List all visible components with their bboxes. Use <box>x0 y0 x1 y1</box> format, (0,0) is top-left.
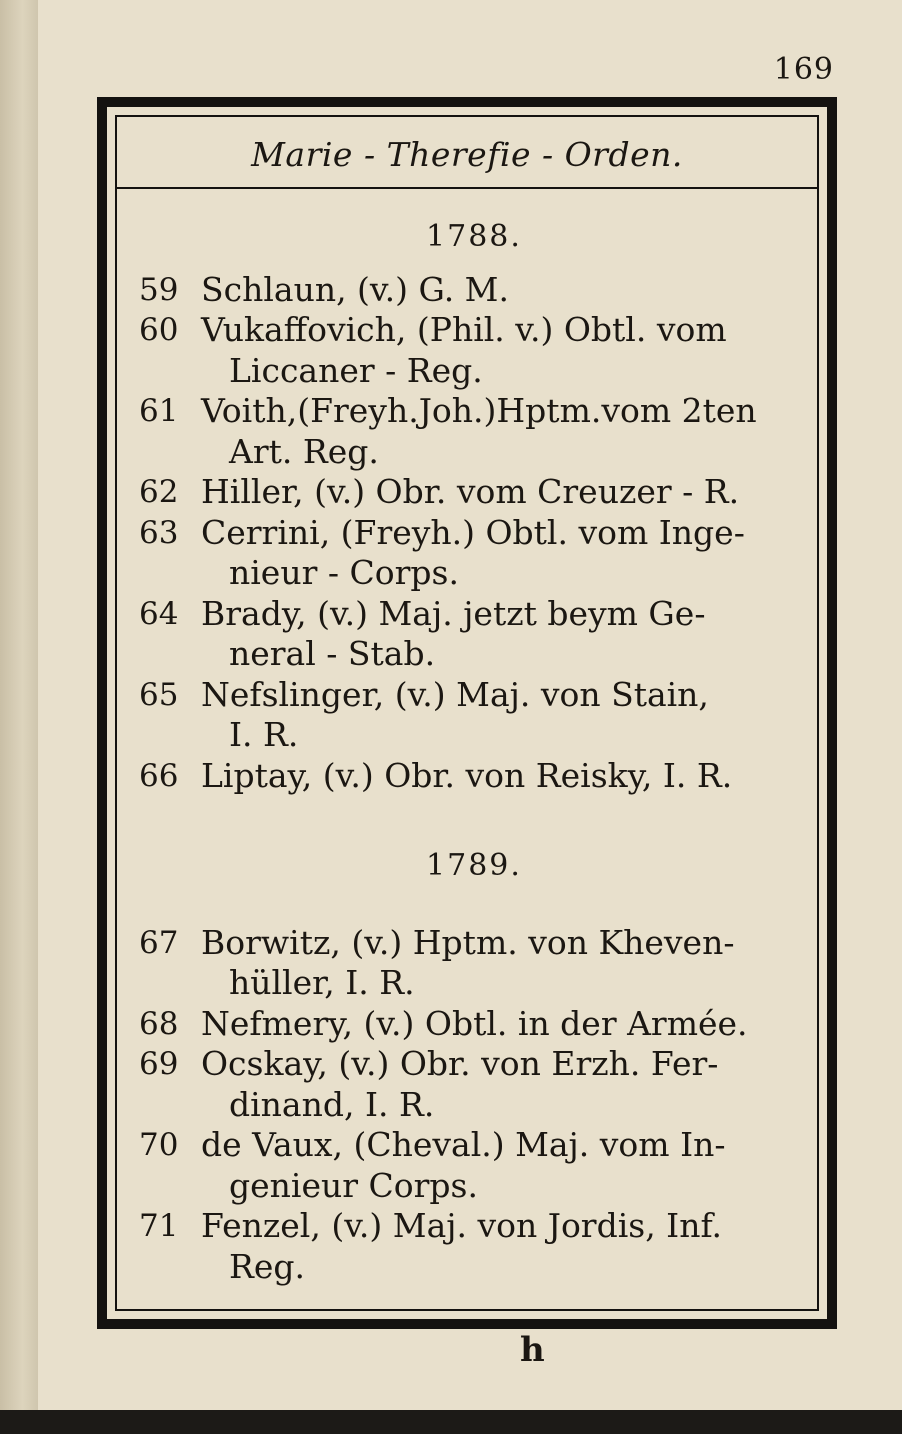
page-title: Marie - Therefie - Orden. <box>251 134 683 174</box>
entry-text: Cerrini, (Freyh.) Obtl. vom Inge- nieur - Corps. <box>201 512 745 592</box>
entry-number: 62 <box>139 474 179 510</box>
list-item <box>139 472 809 513</box>
title-bar <box>117 117 817 189</box>
year-heading-1788: 1788. <box>426 219 522 254</box>
signature-mark: h <box>520 1330 545 1370</box>
list-item <box>139 1125 809 1206</box>
inner-frame <box>115 115 819 1311</box>
list-item <box>139 391 809 472</box>
entry-text: Hiller, (v.) Obr. vom Creuzer - R. <box>201 472 740 511</box>
list-item <box>139 594 809 675</box>
year-heading-1789: 1789. <box>426 848 522 883</box>
list-item <box>139 1044 809 1125</box>
entry-text: de Vaux, (Cheval.) Maj. vom In- genieur Corps. <box>201 1125 726 1205</box>
list-item <box>139 270 809 311</box>
entry-text: Borwitz, (v.) Hptm. von Kheven- hüller, I. R. <box>201 922 735 1002</box>
entry-number: 70 <box>139 1127 179 1163</box>
page-number: 169 <box>773 52 834 87</box>
list-item <box>139 756 809 797</box>
entry-text: Fenzel, (v.) Maj. von Jordis, Inf. Reg. <box>201 1206 722 1286</box>
entry-number: 60 <box>139 312 179 348</box>
entry-text: Ocskay, (v.) Obr. von Erzh. Fer- dinand, I. R. <box>201 1044 719 1124</box>
list-item <box>139 310 809 391</box>
entry-text: Brady, (v.) Maj. jetzt beym Ge- neral - Stab. <box>201 593 706 673</box>
entry-number: 67 <box>139 924 179 961</box>
page-frame <box>97 97 837 1329</box>
list-item <box>139 923 809 1004</box>
list-item <box>139 1004 809 1045</box>
entry-text: Vukaffovich, (Phil. v.) Obtl. vom Liccaner - Reg. <box>201 310 727 390</box>
entry-text: Liptay, (v.) Obr. von Reisky, I. R. <box>201 755 733 795</box>
scan-edge <box>0 1410 902 1434</box>
entry-number: 65 <box>139 676 179 713</box>
entry-number: 68 <box>139 1005 179 1042</box>
entry-number: 61 <box>139 393 179 429</box>
entry-number: 66 <box>139 757 179 794</box>
book-spine <box>0 0 40 1434</box>
entry-number: 69 <box>139 1046 179 1082</box>
entry-list <box>139 195 809 1287</box>
list-item <box>139 1206 809 1287</box>
entry-text: Nefmery, (v.) Obtl. in der Armée. <box>201 1003 748 1043</box>
entry-text: Schlaun, (v.) G. M. <box>201 269 509 309</box>
entry-number: 71 <box>139 1208 179 1244</box>
entry-number: 59 <box>139 271 179 308</box>
entry-number: 64 <box>139 595 179 632</box>
list-item <box>139 675 809 756</box>
entry-number: 63 <box>139 514 179 551</box>
entry-text: Nefslinger, (v.) Maj. von Stain, I. R. <box>201 674 709 754</box>
entry-text: Voith,(Freyh.Joh.)Hptm.vom 2ten Art. Reg. <box>201 391 757 471</box>
list-item <box>139 513 809 594</box>
